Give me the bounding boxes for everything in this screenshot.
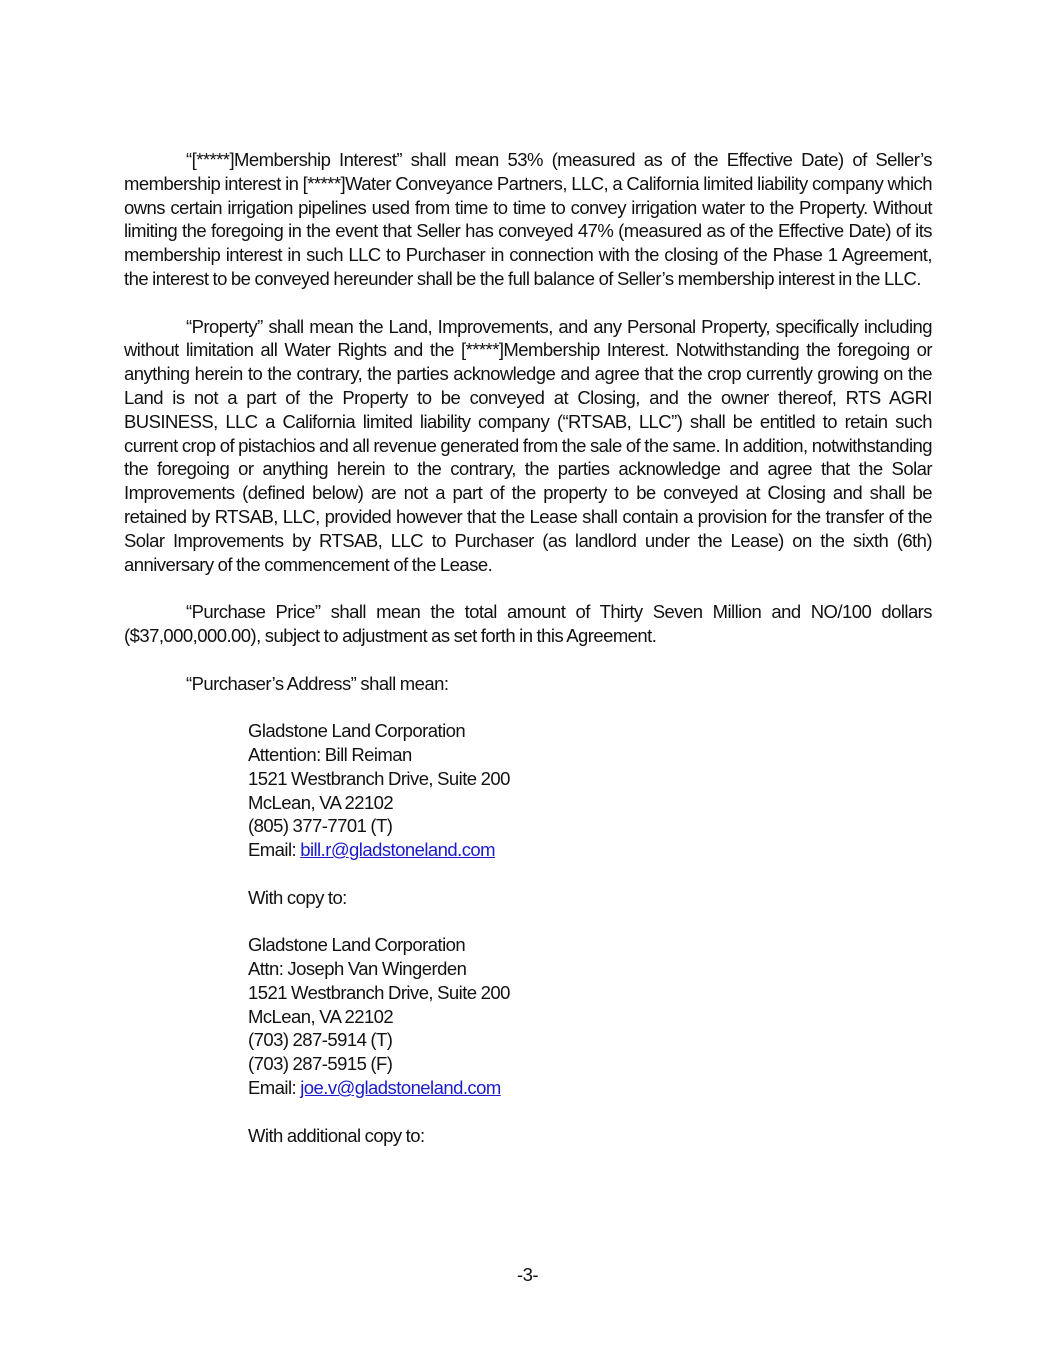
address-fax: (703) 287-5915 (F): [248, 1053, 393, 1075]
address-company: Gladstone Land Corporation: [248, 720, 466, 742]
document-page: [124, 148, 932, 1171]
address-street: 1521 Westbranch Drive, Suite 200: [248, 981, 510, 1003]
address-company: Gladstone Land Corporation: [248, 934, 466, 956]
address-telephone: (703) 287-5914 (T): [248, 1029, 393, 1051]
with-copy-to-label: With copy to:: [248, 886, 347, 908]
copy-address-block: [248, 933, 932, 1100]
email-link[interactable]: bill.r@gladstoneland.com: [300, 839, 496, 861]
address-attention: Attention: Bill Reiman: [248, 743, 412, 765]
email-link[interactable]: joe.v@gladstoneland.com: [300, 1077, 501, 1099]
address-city-state-zip: McLean, VA 22102: [248, 791, 394, 813]
address-city-state-zip: McLean, VA 22102: [248, 1005, 394, 1027]
purchaser-address-block: [248, 719, 932, 862]
membership-interest-definition: “[*****]Membership Interest” shall mean 53% (measured as of the Effective Date) of Seller’s membership interest in [*****]Water Conveyance Partners, LLC, a California limited liability company which owns certain irrigation pipelines used from time to time to convey irrigation water to the Property. Without limiting the foregoing in the event that Seller has conveyed 47% (measured as of the Effective Date) of its membership interest in such LLC to Purchaser in connection with the closing of the Phase 1 Agreement, the interest to be conveyed hereunder shall be the full balance of Seller’s membership interest in the LLC.: [124, 149, 932, 289]
page-number: -3-: [516, 1264, 539, 1285]
purchasers-address-heading: “Purchaser’s Address” shall mean:: [186, 672, 449, 694]
address-attention: Attn: Joseph Van Wingerden: [248, 958, 467, 980]
address-email-line: [248, 1076, 932, 1100]
address-email-line: [248, 838, 932, 862]
address-telephone: (805) 377-7701 (T): [248, 815, 393, 837]
purchase-price-definition: “Purchase Price” shall mean the total amount of Thirty Seven Million and NO/100 dollars ($37,000,000.00), subject to adjustment as set forth in this Agreement.: [124, 601, 932, 646]
address-street: 1521 Westbranch Drive, Suite 200: [248, 767, 510, 789]
email-label: Email:: [248, 1077, 301, 1099]
property-definition: “Property” shall mean the Land, Improvements, and any Personal Property, specifically including without limitation all Water Rights and the [*****]Membership Interest. Notwithstanding the foregoing or anything herein to the contrary, the parties acknowledge and agree that the crop currently growing on the Land is not a part of the Property to be conveyed at Closing, and the owner thereof, RTS AGRI BUSINESS, LLC a California limited liability company (“RTSAB, LLC”) shall be entitled to retain such current crop of pistachios and all revenue generated from the sale of the same. In addition, notwithstanding the foregoing or anything herein to the contrary, the parties acknowledge and agree that the Solar Improvements (defined below) are not a part of the property to be conveyed at Closing and shall be retained by RTSAB, LLC, provided however that the Lease shall contain a provision for the transfer of the Solar Improvements by RTSAB, LLC to Purchaser (as landlord under the Lease) on the sixth (6th) anniversary of the commencement of the Lease.: [124, 315, 932, 575]
email-label: Email:: [248, 839, 301, 861]
with-additional-copy-to-label: With additional copy to:: [248, 1124, 425, 1146]
